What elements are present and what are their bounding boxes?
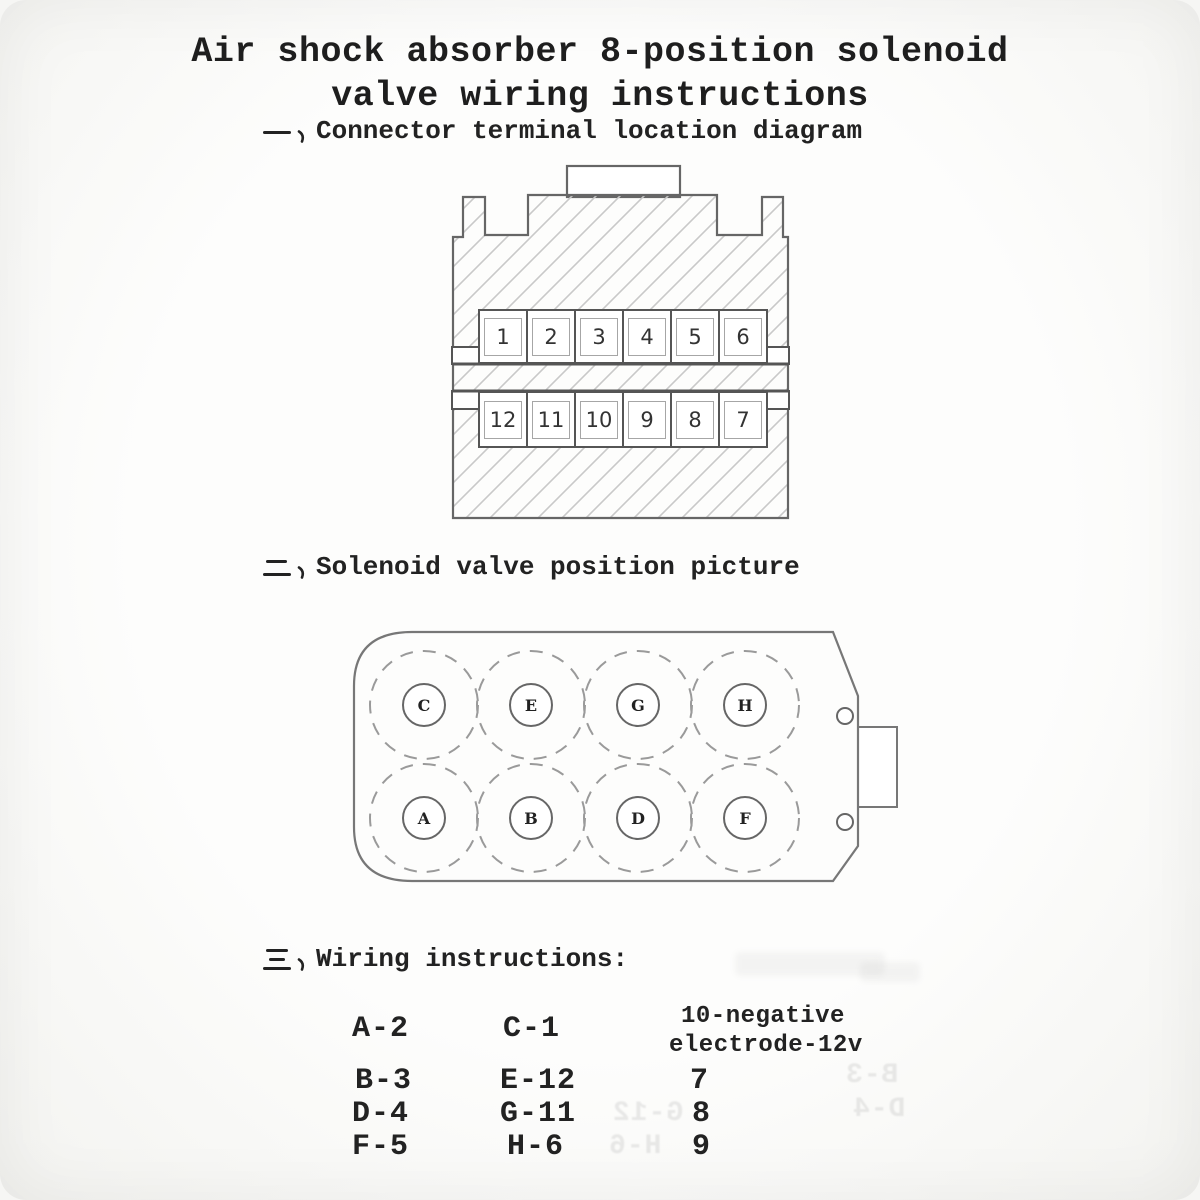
section-2-label: Solenoid valve position picture — [316, 552, 800, 582]
wiring-terminal: 8 — [692, 1097, 712, 1131]
valve-letter: D — [631, 808, 645, 828]
cjk-numeral-one-glyph — [262, 118, 292, 145]
terminal-number: 3 — [580, 318, 618, 356]
terminal-cell — [526, 311, 574, 362]
valve-letter: F — [739, 808, 751, 828]
cjk-comma-glyph — [297, 130, 307, 143]
page-title-line1: Air shock absorber 8-position solenoid — [191, 32, 1009, 72]
terminal-row-bottom — [478, 391, 768, 448]
page-title — [0, 30, 1200, 118]
terminal-number: 5 — [676, 318, 714, 356]
wiring-pair: E-12 — [500, 1064, 577, 1098]
valve-letter: A — [417, 808, 431, 828]
terminal-cell — [574, 393, 622, 446]
wiring-pair: F-5 — [352, 1130, 410, 1164]
solenoid-side-tab — [857, 727, 897, 807]
connector-top-tab — [567, 166, 680, 197]
bleed-through-text: H-6 — [608, 1131, 662, 1162]
terminal-number: 12 — [484, 401, 522, 439]
terminal-band-step — [452, 391, 479, 409]
terminal-number: 7 — [724, 401, 762, 439]
terminal-number: 9 — [628, 401, 666, 439]
mounting-hole — [837, 708, 853, 724]
terminal-cell — [718, 311, 766, 362]
terminal-cell — [526, 393, 574, 446]
terminal-cell — [670, 311, 718, 362]
cjk-comma-glyph — [297, 566, 307, 579]
valve-letter: H — [737, 695, 753, 715]
solenoid-valve-diagram — [345, 615, 910, 900]
cjk-comma-glyph — [297, 958, 307, 971]
valve-letter: G — [631, 695, 645, 715]
terminal-number: 4 — [628, 318, 666, 356]
valve-letter: C — [417, 695, 431, 715]
section-1-label: Connector terminal location diagram — [316, 116, 863, 146]
section-1-heading — [262, 116, 862, 146]
solenoid-body-outline — [354, 632, 858, 881]
wiring-negative-electrode-line2: electrode-12v — [669, 1032, 863, 1059]
terminal-cell — [574, 311, 622, 362]
bleed-through-text: D-4 — [852, 1094, 906, 1125]
terminal-cell — [622, 311, 670, 362]
mounting-hole — [837, 814, 853, 830]
wiring-pair: H-6 — [507, 1130, 565, 1164]
cjk-numeral-three-glyph — [262, 946, 292, 973]
page-title-line2: valve wiring instructions — [331, 76, 869, 116]
wiring-pair: G-11 — [500, 1097, 577, 1131]
terminal-number: 1 — [484, 318, 522, 356]
bleed-through-text: G-12 — [612, 1098, 684, 1129]
terminal-cell — [718, 393, 766, 446]
terminal-cell — [622, 393, 670, 446]
terminal-band-step — [767, 391, 789, 409]
wiring-pair: B-3 — [355, 1064, 413, 1098]
wiring-pair: D-4 — [352, 1097, 410, 1131]
section-3-label: Wiring instructions: — [316, 944, 629, 974]
wiring-pair: C-1 — [503, 1012, 561, 1046]
wiring-negative-electrode-line1: 10-negative — [681, 1003, 845, 1030]
wiring-terminal: 9 — [692, 1130, 712, 1164]
terminal-row-top — [478, 309, 768, 364]
bleed-through-text: B-3 — [845, 1060, 899, 1091]
terminal-cell — [480, 393, 526, 446]
valve-letter: B — [524, 808, 538, 828]
section-2-heading — [262, 552, 800, 582]
connector-terminal-diagram — [438, 153, 802, 531]
terminal-cell — [480, 311, 526, 362]
terminal-cell — [670, 393, 718, 446]
cjk-numeral-two-glyph — [262, 554, 292, 581]
section-3-heading — [262, 944, 628, 974]
terminal-band-step — [452, 347, 479, 364]
solenoid-body-drawing — [345, 615, 910, 900]
terminal-number: 8 — [676, 401, 714, 439]
bleed-through-smudge — [860, 962, 920, 982]
terminal-number: 6 — [724, 318, 762, 356]
terminal-number: 2 — [532, 318, 570, 356]
terminal-band-step — [767, 347, 789, 364]
wiring-terminal: 7 — [690, 1064, 710, 1098]
wiring-pair: A-2 — [352, 1012, 410, 1046]
terminal-number: 10 — [580, 401, 618, 439]
valve-letter: E — [524, 695, 538, 715]
terminal-number: 11 — [532, 401, 570, 439]
